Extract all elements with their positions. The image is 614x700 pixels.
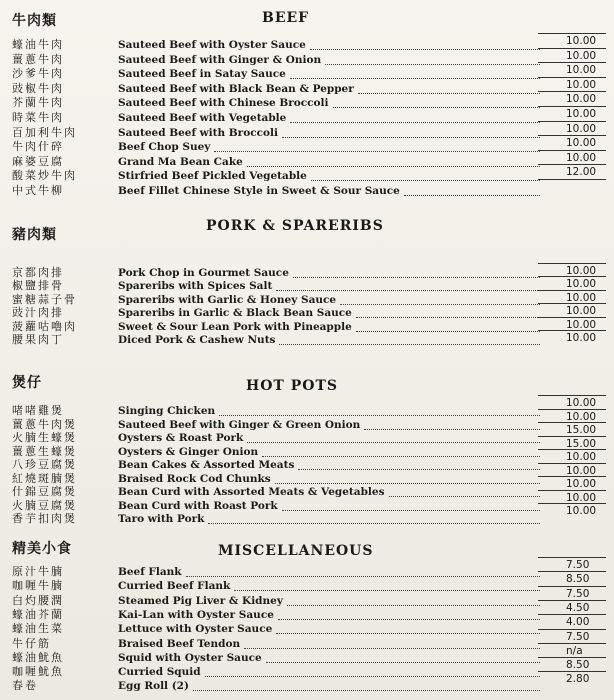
- item-english-name: Kai-Lan with Oyster Sauce: [118, 608, 274, 621]
- item-chinese-name: 菠蘿咕嚕肉: [12, 319, 77, 333]
- item-price: 10.00: [566, 93, 597, 106]
- item-english-name: Sauteed Beef with Broccoli: [118, 126, 278, 139]
- leader-dots: [186, 575, 540, 577]
- menu-item-row: [0, 93, 614, 110]
- item-chinese-name: 薑蔥牛肉煲: [12, 417, 77, 431]
- item-chinese-name: 酸菜炒牛肉: [12, 169, 77, 183]
- item-price: 10.00: [566, 332, 597, 344]
- item-chinese-name: 豉椒牛肉: [12, 81, 64, 95]
- item-price: 10.00: [566, 137, 597, 150]
- item-english-name: Sauteed Beef in Satay Sauce: [118, 68, 286, 81]
- item-english-name: Spareribs in Garlic & Black Bean Sauce: [118, 307, 352, 320]
- item-chinese-name: 火腩豆腐煲: [12, 498, 77, 512]
- item-chinese-name: 蠔油牛肉: [12, 38, 64, 51]
- item-chinese-name: 薑蔥牛肉: [12, 52, 64, 66]
- item-english-name: Curried Beef Flank: [118, 580, 231, 593]
- leader-dots: [193, 689, 540, 691]
- item-price: 12.00: [566, 166, 597, 179]
- leader-dots: [208, 522, 540, 524]
- menu-item-row: [0, 659, 614, 679]
- menu-item-row: [0, 320, 614, 334]
- item-chinese-name: 京都肉排: [12, 266, 64, 279]
- leader-dots: [247, 441, 540, 443]
- leader-dots: [266, 661, 540, 663]
- section-zh-title: 豬肉類: [12, 227, 57, 243]
- item-chinese-name: 香芋扣肉煲: [12, 512, 77, 525]
- menu-item-row: [0, 122, 614, 140]
- leader-dots: [279, 343, 540, 345]
- menu-item-row: [0, 108, 614, 125]
- item-english-name: Braised Beef Tendon: [118, 637, 241, 650]
- item-chinese-name: 咖喱魷魚: [12, 665, 64, 679]
- leader-dots: [205, 675, 540, 677]
- section-zh-title: 煲仔: [12, 375, 42, 391]
- menu-item-row: [0, 559, 614, 579]
- item-english-name: Sauteed Beef with Ginger & Onion: [118, 53, 322, 66]
- leader-dots: [234, 589, 540, 591]
- item-chinese-name: 八珍豆腐煲: [12, 458, 77, 471]
- item-price: 4.50: [566, 601, 590, 614]
- menu-item-row: [0, 630, 614, 651]
- price-rule: [538, 179, 606, 180]
- menu-item-row: [0, 573, 614, 593]
- menu-item-row: [0, 397, 614, 418]
- leader-dots: [340, 303, 540, 305]
- item-chinese-name: 啫啫雞煲: [12, 404, 64, 417]
- leader-dots: [311, 179, 540, 181]
- item-chinese-name: 豉汁肉排: [12, 306, 64, 320]
- item-chinese-name: 什錦豆腐煲: [12, 485, 77, 498]
- menu-item-row: [0, 49, 614, 67]
- item-english-name: Singing Chicken: [118, 405, 216, 417]
- menu-item-row: [0, 333, 614, 347]
- item-price: 10.00: [566, 505, 597, 517]
- item-price: 10.00: [566, 151, 597, 164]
- menu-item-row: [0, 293, 614, 307]
- item-price: 2.80: [566, 673, 590, 686]
- item-price: 10.00: [566, 35, 597, 47]
- item-chinese-name: 白灼腰潤: [12, 593, 64, 607]
- leader-dots: [389, 495, 540, 497]
- item-english-name: Squid with Oyster Sauce: [118, 651, 262, 664]
- item-price: 15.00: [566, 437, 597, 450]
- item-price: n/a: [566, 644, 583, 657]
- menu-item-row: [0, 137, 614, 154]
- menu-item-row: [0, 64, 614, 81]
- item-chinese-name: 咖喱牛腩: [12, 579, 64, 593]
- item-price: 10.00: [566, 122, 597, 135]
- menu-item-row: [0, 151, 614, 169]
- leader-dots: [282, 136, 540, 138]
- item-chinese-name: 紅燒斑腩煲: [12, 471, 77, 485]
- item-english-name: Grand Ma Bean Cake: [118, 155, 243, 168]
- item-chinese-name: 原汁牛腩: [12, 565, 64, 578]
- menu-item-row: [0, 587, 614, 608]
- section-zh-title: 牛肉類: [12, 13, 57, 29]
- menu-item-row: [0, 35, 614, 52]
- item-english-name: Taro with Pork: [118, 513, 205, 525]
- menu-item-row: [0, 166, 614, 183]
- item-price: 7.50: [566, 630, 590, 643]
- item-english-name: Oysters & Ginger Onion: [118, 445, 259, 458]
- leader-dots: [290, 77, 540, 79]
- item-english-name: Bean Curd with Roast Pork: [118, 499, 278, 512]
- item-price: 8.50: [566, 573, 590, 586]
- item-english-name: Braised Rock Cod Chunks: [118, 472, 271, 485]
- item-chinese-name: 牛肉什碎: [12, 140, 64, 154]
- leader-dots: [214, 150, 540, 152]
- menu-item-row: [0, 279, 614, 293]
- item-english-name: Beef Fillet Chinese Style in Sweet & Sour Sauce: [118, 185, 400, 197]
- item-price: 10.00: [566, 64, 597, 77]
- item-english-name: Sauteed Beef with Ginger & Green Onion: [118, 418, 361, 431]
- menu-item-row: [0, 184, 614, 198]
- item-english-name: Diced Pork & Cashew Nuts: [118, 334, 276, 346]
- item-chinese-name: 芥蘭牛肉: [12, 96, 64, 110]
- item-chinese-name: 沙爹牛肉: [12, 67, 64, 81]
- leader-dots: [290, 121, 540, 123]
- item-price: 10.00: [566, 291, 597, 304]
- item-english-name: Curried Squid: [118, 666, 201, 679]
- leader-dots: [287, 604, 540, 606]
- item-price: 15.00: [566, 424, 597, 436]
- item-price: 10.00: [566, 278, 597, 291]
- item-english-name: Sauteed Beef with Black Bean & Pepper: [118, 82, 354, 95]
- leader-dots: [278, 618, 540, 620]
- item-english-name: Sauteed Beef with Oyster Sauce: [118, 39, 306, 51]
- item-price: 10.00: [566, 451, 597, 463]
- item-english-name: Sweet & Sour Lean Pork with Pineapple: [118, 320, 352, 333]
- item-chinese-name: 火腩生蠔煲: [12, 431, 77, 444]
- item-chinese-name: 牛仔筋: [12, 636, 51, 650]
- menu-item-row: [0, 644, 614, 665]
- item-english-name: Spareribs with Garlic & Honey Sauce: [118, 293, 337, 306]
- section-en-title: MISCELLANEOUS: [218, 543, 374, 559]
- item-chinese-name: 麻婆豆腐: [12, 154, 64, 168]
- item-price: 10.00: [566, 478, 597, 490]
- item-english-name: Bean Curd with Assorted Meats & Vegetables: [118, 486, 385, 498]
- leader-dots: [333, 106, 540, 108]
- item-english-name: Stirfried Beef Pickled Vegetable: [118, 170, 307, 183]
- item-chinese-name: 時菜牛肉: [12, 111, 64, 124]
- item-english-name: Beef Flank: [118, 566, 182, 578]
- leader-dots: [293, 276, 540, 278]
- menu-item-row: [0, 673, 614, 693]
- leader-dots: [276, 632, 540, 634]
- item-english-name: Bean Cakes & Assorted Meats: [118, 459, 295, 471]
- item-english-name: Egg Roll (2): [118, 680, 189, 693]
- leader-dots: [275, 482, 540, 484]
- item-price: 7.50: [566, 559, 590, 571]
- leader-dots: [404, 194, 540, 196]
- leader-dots: [358, 92, 540, 94]
- section-zh-title: 精美小食: [12, 541, 72, 557]
- section-en-title: PORK & SPARERIBS: [206, 218, 384, 234]
- item-chinese-name: 薑蔥生蠔煲: [12, 444, 77, 458]
- menu-item-row: [0, 616, 614, 636]
- item-price: 4.00: [566, 616, 590, 629]
- item-price: 10.00: [566, 491, 597, 504]
- item-english-name: Sauteed Beef with Chinese Broccoli: [118, 97, 329, 110]
- leader-dots: [298, 468, 540, 470]
- item-price: 10.00: [566, 49, 597, 62]
- item-chinese-name: 蜜糖蒜子骨: [12, 292, 77, 306]
- item-price: 10.00: [566, 464, 597, 477]
- leader-dots: [219, 414, 540, 416]
- leader-dots: [356, 330, 540, 332]
- menu-item-row: [0, 601, 614, 622]
- item-chinese-name: 蠔油芥蘭: [12, 607, 64, 621]
- item-chinese-name: 春卷: [12, 679, 38, 693]
- item-chinese-name: 蠔油生菜: [12, 622, 64, 636]
- leader-dots: [244, 647, 540, 649]
- leader-dots: [364, 428, 540, 430]
- item-chinese-name: 中式牛柳: [12, 184, 64, 197]
- leader-dots: [310, 48, 540, 50]
- item-price: 7.50: [566, 587, 590, 600]
- item-price: 10.00: [566, 108, 597, 120]
- menu-item-row: [0, 266, 614, 280]
- leader-dots: [356, 316, 540, 318]
- leader-dots: [282, 509, 540, 511]
- item-english-name: Spareribs with Spices Salt: [118, 280, 273, 293]
- item-price: 10.00: [566, 397, 597, 409]
- leader-dots: [325, 63, 540, 65]
- section-en-title: BEEF: [262, 10, 310, 26]
- leader-dots: [247, 165, 540, 167]
- item-english-name: Lettuce with Oyster Sauce: [118, 623, 273, 636]
- item-chinese-name: 椒鹽排骨: [12, 279, 64, 293]
- menu-item-row: [0, 306, 614, 320]
- item-price: 10.00: [566, 318, 597, 331]
- item-price: 10.00: [566, 78, 597, 91]
- menu-item-row: [0, 78, 614, 96]
- item-price: 10.00: [566, 410, 597, 423]
- item-english-name: Beef Chop Suey: [118, 141, 211, 154]
- item-english-name: Sauteed Beef with Vegetable: [118, 112, 287, 124]
- item-chinese-name: 百加利牛肉: [12, 125, 77, 139]
- section-en-title: HOT POTS: [246, 378, 338, 394]
- item-english-name: Pork Chop in Gourmet Sauce: [118, 267, 289, 279]
- item-english-name: Oysters & Roast Pork: [118, 432, 244, 444]
- item-english-name: Steamed Pig Liver & Kidney: [118, 594, 283, 607]
- leader-dots: [262, 455, 540, 457]
- item-price: 10.00: [566, 265, 597, 277]
- item-price: 8.50: [566, 659, 590, 672]
- item-chinese-name: 蠔油魷魚: [12, 650, 64, 664]
- item-chinese-name: 腰果肉丁: [12, 333, 64, 346]
- item-price: 10.00: [566, 305, 597, 318]
- leader-dots: [276, 289, 540, 291]
